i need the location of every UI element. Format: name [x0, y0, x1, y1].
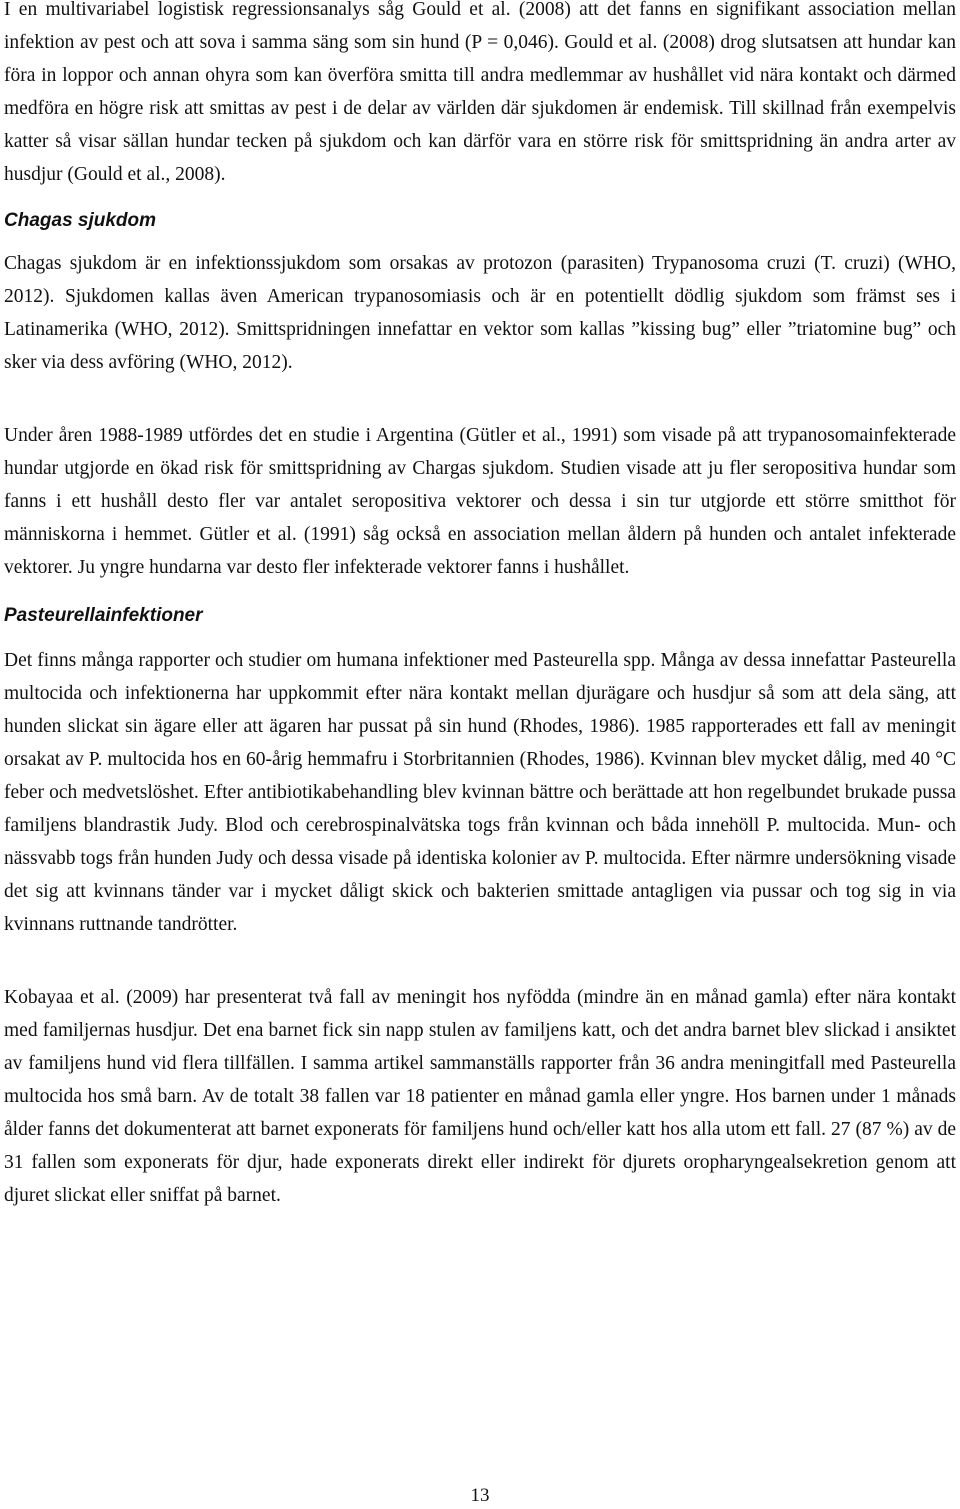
- paragraph-chagas-study: Under åren 1988-1989 utfördes det en studie i Argentina (Gütler et al., 1991) som visade på att trypanosomainfekterade hundar utgjorde en ökad risk för smittspridning av Chargas sjukdom. Studien visade att ju fler seropositiva hundar som fanns i ett hushåll desto fler var antalet seropositiva vektorer och dessa i sin tur utgjorde ett större smitthot för människorna i hemmet. Gütler et al. (1991) såg också en association mellan åldern på hunden och antalet infekterade vektorer. Ju yngre hundarna var desto fler infekterade vektorer fanns i hushållet.: [4, 425, 956, 578]
- paragraph-pasteurella-reports: Det finns många rapporter och studier om humana infektioner med Pasteurella spp. Många av dessa innefattar Pasteurella multocida och infektionerna har uppkommit efter nära kontakt mellan djurägare och husdjur så som att dela säng, att hunden slickat sin ägare eller att ägaren har pussat på sin hund (Rhodes, 1986). 1985 rapporterades ett fall av meningit orsakat av P. multocida hos en 60-årig hemmafru i Storbritannien (Rhodes, 1986). Kvinnan blev mycket dålig, med 40 °C feber och medvetslöshet. Efter antibiotikabehandling blev kvinnan bättre och berättade att hon regelbundet brukade pussa familjens blandrastik Judy. Blod och cerebrospinalvätska togs från kvinnan och båda innehöll P. multocida. Mun- och nässvabb togs från hunden Judy och dessa visade på identiska kolonier av P. multocida. Efter närmre undersökning visade det sig att kvinnans tänder var i mycket dåligt skick och bakterien smittade antagligen via pussar och tog sig in via kvinnans ruttnande tandrötter.: [4, 650, 956, 935]
- heading-chagas: Chagas sjukdom: [4, 210, 157, 231]
- paragraph-plague-dogs: I en multivariabel logistisk regressionsanalys såg Gould et al. (2008) att det fanns en signifikant association mellan infektion av pest och att sova i samma säng som sin hund (P = 0,046). Gould et al. (2008) drog slutsatsen att hundar kan föra in loppor och annan ohyra som kan överföra smitta till andra medlemmar av hushållet vid nära kontakt och därmed medföra en högre risk att smittas av pest i de delar av världen där sjukdomen är endemisk. Till skillnad från exempelvis katter så visar sällan hundar tecken på sjukdom och kan därför vara en större risk för smittspridning än andra arter av husdjur (Gould et al., 2008).: [4, 0, 956, 185]
- document-page: [4, 0, 956, 1212]
- heading-pasteurella: Pasteurellainfektioner: [4, 605, 203, 626]
- page-number: 13: [470, 1485, 490, 1506]
- paragraph-chagas-intro: Chagas sjukdom är en infektionssjukdom som orsakas av protozon (parasiten) Trypanosoma cruzi (T. cruzi) (WHO, 2012). Sjukdomen kallas även American trypanosomiasis och är en potentiellt dödlig sjukdom som främst ses i Latinamerika (WHO, 2012). Smittspridningen innefattar en vektor som kallas ”kissing bug” eller ”triatomine bug” och sker via dess avföring (WHO, 2012).: [4, 253, 956, 373]
- paragraph-pasteurella-children: Kobayaa et al. (2009) har presenterat två fall av meningit hos nyfödda (mindre än en månad gamla) efter nära kontakt med familjernas husdjur. Det ena barnet fick sin napp stulen av familjens katt, och det andra barnet blev slickad i ansiktet av familjens hund vid flera tillfällen. I samma artikel sammanställs rapporter från 36 andra meningitfall med Pasteurella multocida hos små barn. Av de totalt 38 fallen var 18 patienter en månad gamla eller yngre. Hos barnen under 1 månads ålder fanns det dokumenterat att barnet exponerats för familjens hund och/eller katt hos alla utom ett fall. 27 (87 %) av de 31 fallen som exponerats för djur, hade exponerats direkt eller indirekt för djurets oropharyngealsekretion genom att djuret slickat eller sniffat på barnet.: [4, 987, 956, 1206]
